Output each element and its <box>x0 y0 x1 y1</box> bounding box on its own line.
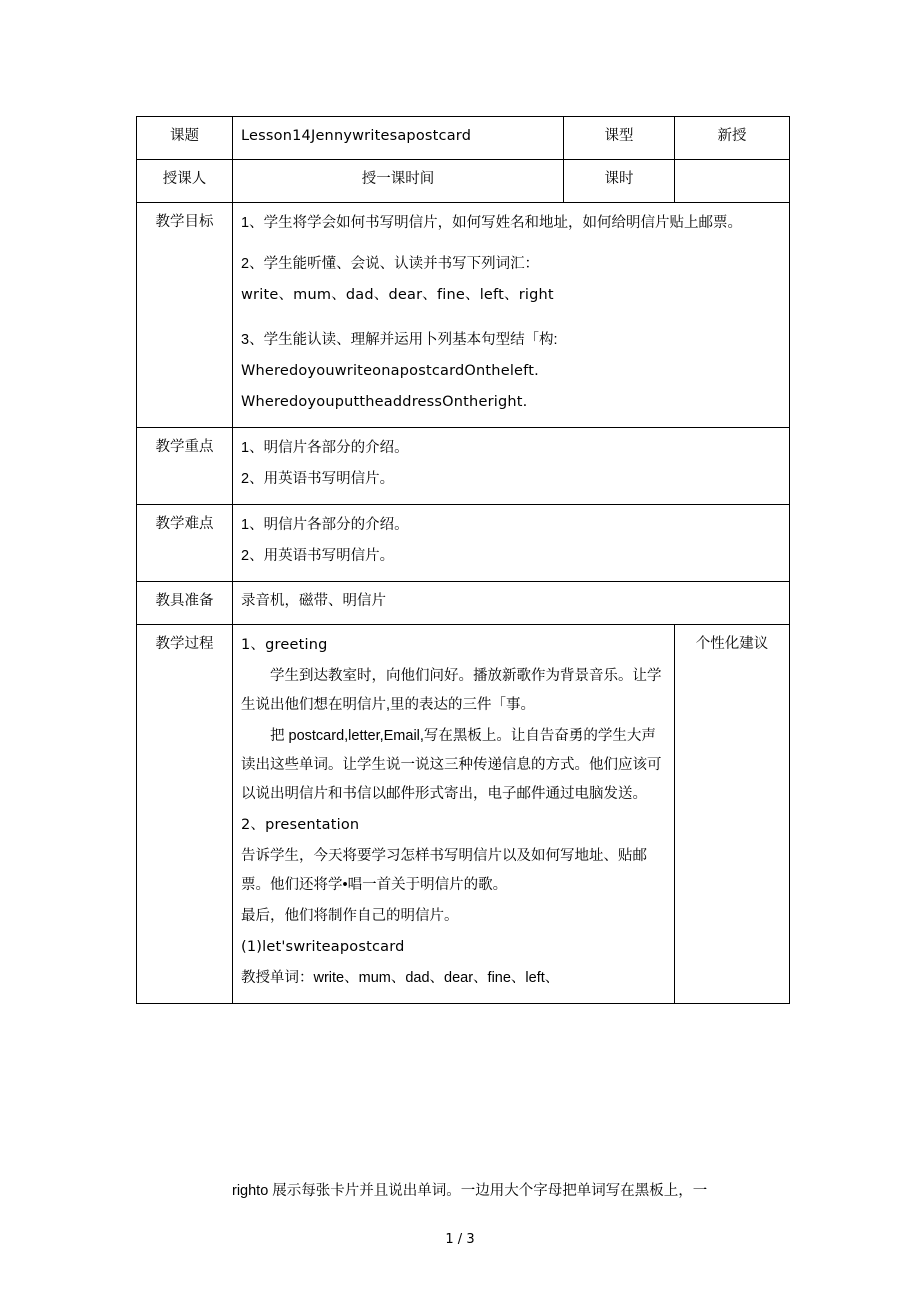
cell-period-value <box>675 160 790 203</box>
cell-key-label: 教学重点 <box>137 428 233 505</box>
cell-process-label: 教学过程 <box>137 624 233 1003</box>
goal-line-4: 3、学生能认读、理解并运用卜列基本句型结「构: <box>241 332 558 348</box>
difficult-line-1: 1、明信片各部分的介绍。 <box>241 517 409 533</box>
cell-suggestion: 个性化建议 <box>675 624 790 1003</box>
table-row-key-points <box>137 428 790 505</box>
table-row-topic <box>137 117 790 160</box>
page-number: 1 / 3 <box>445 1232 475 1247</box>
cell-goals-content <box>233 203 790 428</box>
difficult-line-2: 2、用英语书写明信片。 <box>241 548 395 564</box>
cell-topic-label: 课题 <box>137 117 233 160</box>
goal-line-5: WheredoyouwriteonapostcardOntheleft. <box>241 363 539 379</box>
process-line-1: 1、greeting <box>241 636 328 653</box>
table-row-aids <box>137 582 790 625</box>
goal-line-6: WheredoyouputtheaddressOntheright. <box>241 394 528 410</box>
lesson-plan-table <box>136 116 790 1004</box>
tail-paragraph: righto 展示每张卡片并且说出单词。一边用大个字母把单词写在黑板上，一 <box>232 1183 708 1199</box>
goal-line-2: 2、学生能听懂、会说、认读并书写下列词汇： <box>241 256 540 272</box>
cell-teacher-label: 授课人 <box>137 160 233 203</box>
cell-aids-value: 录音机，磁带、明信片 <box>233 582 790 625</box>
table-row-process <box>137 624 790 1003</box>
cell-topic-title: Lesson14Jennywritesapostcard <box>233 117 564 160</box>
cell-difficult-label: 教学难点 <box>137 505 233 582</box>
process-line-6: 最后，他们将制作自己的明信片。 <box>241 907 459 924</box>
cell-key-content <box>233 428 790 505</box>
process-line-7: (1)let'swriteapostcard <box>241 938 405 955</box>
process-line-3: 把 postcard,letter,Email,写在黑板上。让自告奋勇的学生大声读出这些单词。让学生说一说这三种传递信息的方式。他们应该可以说出明信片和书信以邮件形式寄出，电子邮件通过电脑发送。 <box>241 727 662 802</box>
cell-difficult-content <box>233 505 790 582</box>
goal-line-3: write、mum、dad、dear、fine、left、right <box>241 287 554 303</box>
process-line-2: 学生到达教室时，向他们问好。播放新歌作为背景音乐。让学生说出他们想在明信片,里的表达的三件「事。 <box>241 667 662 713</box>
table-row-teacher <box>137 160 790 203</box>
table-row-difficult-points <box>137 505 790 582</box>
cell-type-value: 新授 <box>675 117 790 160</box>
goal-line-1: 1、学生将学会如何书写明信片，如何写姓名和地址，如何给明信片贴上邮票。 <box>241 215 743 231</box>
cell-teacher-value: 授一课时间 <box>233 160 564 203</box>
key-line-1: 1、明信片各部分的介绍。 <box>241 440 409 456</box>
cell-process-content <box>233 624 675 1003</box>
key-line-2: 2、用英语书写明信片。 <box>241 471 395 487</box>
cell-aids-label: 教具准备 <box>137 582 233 625</box>
cell-type-label: 课型 <box>564 117 675 160</box>
cell-period-label: 课时 <box>564 160 675 203</box>
table-row-goals <box>137 203 790 428</box>
process-line-8: 教授单词：write、mum、dad、dear、fine、left、 <box>241 969 560 986</box>
cell-goals-label: 教学目标 <box>137 203 233 428</box>
process-line-5: 告诉学生，今天将要学习怎样书写明信片以及如何写地址、贴邮票。他们还将学•唱一首关于明信片的歌。 <box>241 847 647 893</box>
process-line-4: 2、presentation <box>241 816 360 833</box>
